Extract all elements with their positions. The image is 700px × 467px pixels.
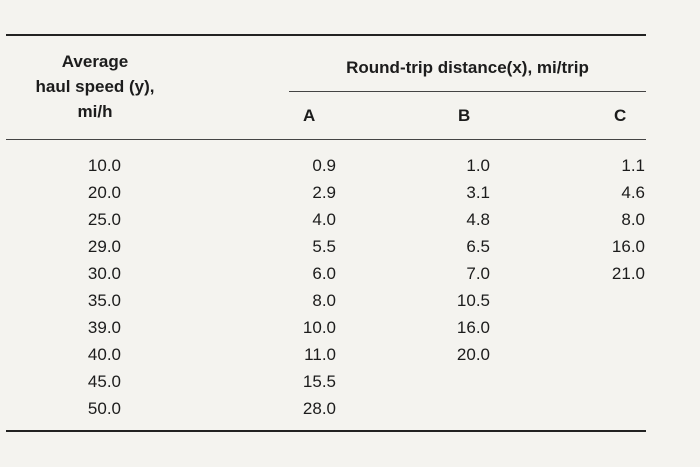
header-rule (6, 139, 646, 140)
table-cell: 8.0 (621, 210, 645, 229)
spanner-header: Round-trip distance(x), mi/trip (346, 58, 589, 77)
table-cell: 16.0 (611, 237, 645, 256)
table-cell: 29.0 (87, 237, 121, 256)
table-cell: 15.5 (302, 372, 336, 391)
table-cell: 21.0 (611, 264, 645, 283)
table-cell: 40.0 (87, 345, 121, 364)
table-cell: 50.0 (87, 399, 121, 418)
table-cell: 3.1 (466, 183, 490, 202)
stub-header (6, 49, 184, 124)
table-cell: 7.0 (466, 264, 490, 283)
stub-header-line-3: mi/h (77, 102, 113, 121)
table-cell: 2.9 (312, 183, 336, 202)
table-cell: 4.6 (621, 183, 645, 202)
table-cell: 20.0 (456, 345, 490, 364)
column-header-c: C (614, 106, 627, 125)
table-cell: 10.0 (87, 156, 121, 175)
column-b (443, 152, 490, 368)
table-bottom-rule (6, 430, 646, 432)
spanner-rule (289, 91, 646, 92)
table-cell: 25.0 (87, 210, 121, 229)
table-cell: 4.0 (312, 210, 336, 229)
column-header-a: A (303, 106, 316, 125)
table-cell: 6.0 (312, 264, 336, 283)
table-cell: 1.0 (466, 156, 490, 175)
table-cell: 20.0 (87, 183, 121, 202)
table-cell: 0.9 (312, 156, 336, 175)
column-c (598, 152, 645, 287)
stub-header-line-2: haul speed (y), (35, 77, 155, 96)
table-cell: 10.5 (456, 291, 490, 310)
table-top-rule (6, 34, 646, 36)
table-cell: 16.0 (456, 318, 490, 337)
table-cell: 4.8 (466, 210, 490, 229)
table-cell: 28.0 (302, 399, 336, 418)
table-cell: 8.0 (312, 291, 336, 310)
table-cell: 35.0 (87, 291, 121, 310)
table-cell: 5.5 (312, 237, 336, 256)
table-cell: 45.0 (87, 372, 121, 391)
table-cell: 30.0 (87, 264, 121, 283)
column-header-b: B (458, 106, 471, 125)
table-cell: 10.0 (302, 318, 336, 337)
table-cell: 1.1 (621, 156, 645, 175)
stub-header-line-1: Average (61, 52, 129, 71)
column-a (289, 152, 336, 422)
table-cell: 39.0 (87, 318, 121, 337)
table-cell: 11.0 (304, 345, 336, 364)
speed-column (69, 152, 121, 422)
table-cell: 6.5 (466, 237, 490, 256)
